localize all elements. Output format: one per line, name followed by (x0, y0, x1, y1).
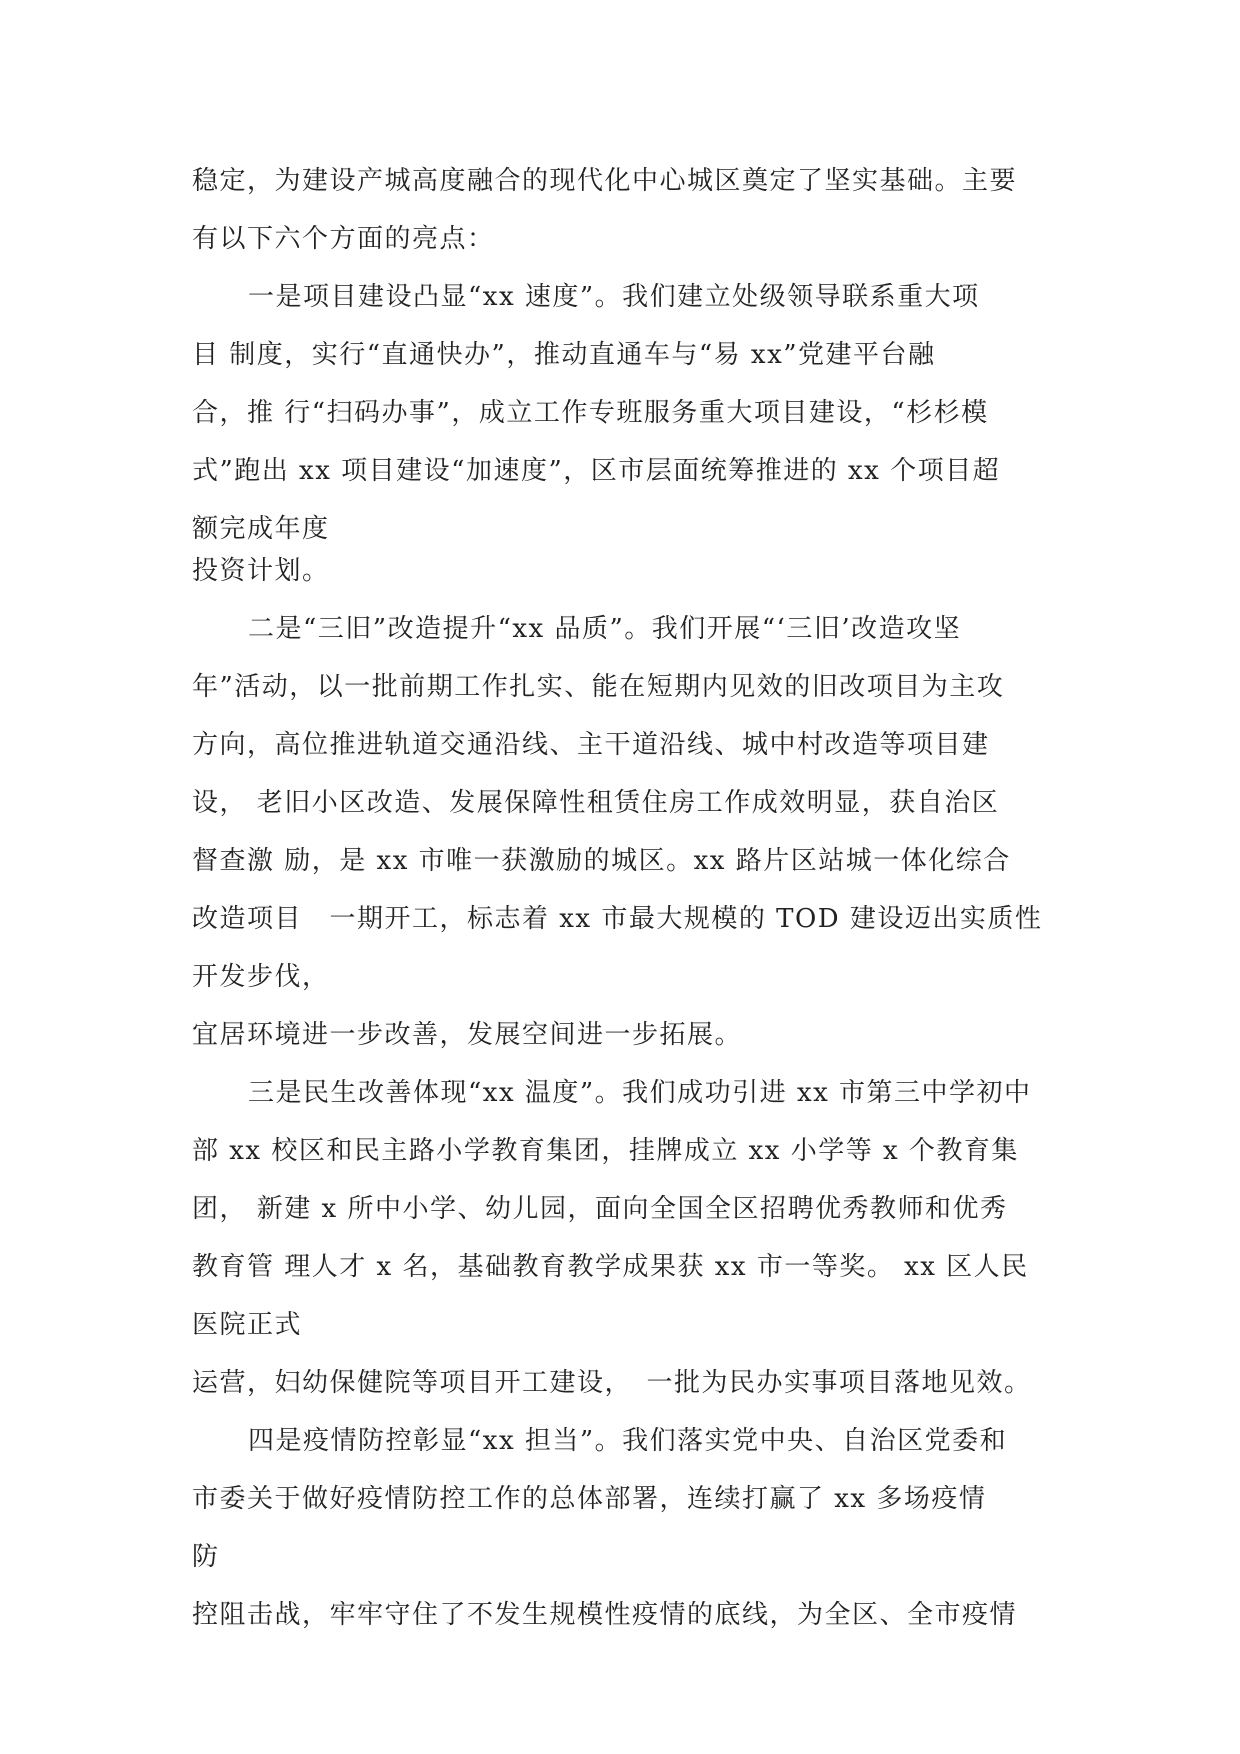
paragraph-first-line: 四是疫情防控彰显“xx 担当”。我们落实党中央、自治区党委和 (248, 1426, 1008, 1456)
text-line: 投资计划。 (192, 556, 330, 586)
text-line: 控阻击战，牢牢守住了不发生规模性疫情的底线，为全区、全市疫情 (192, 1600, 1018, 1630)
text-line: 年”活动，以一批前期工作扎实、能在短期内见效的旧改项目为主攻 (192, 672, 1005, 702)
paragraph-first-line: 三是民生改善体现“xx 温度”。我们成功引进 xx 市第三中学初中 (248, 1078, 1032, 1108)
text-line: 稳定，为建设产城高度融合的现代化中心城区奠定了坚实基础。主要 (192, 166, 1018, 196)
paragraph-first-line: 二是“三旧”改造提升“xx 品质”。我们开展“‘三旧’改造攻坚 (248, 614, 962, 644)
text-line: 医院正式 (192, 1310, 303, 1340)
text-line: 开发步伐， (192, 962, 330, 992)
text-line: 有以下六个方面的亮点： (192, 224, 495, 254)
text-line: 方向，高位推进轨道交通沿线、主干道沿线、城中村改造等项目建 (192, 730, 990, 760)
text-line: 设， 老旧小区改造、发展保障性租赁住房工作成效明显，获自治区 (192, 788, 1000, 818)
text-line: 目 制度，实行“直通快办”，推动直通车与“易 xx”党建平台融 (192, 340, 936, 370)
text-line: 合，推 行“扫码办事”，成立工作专班服务重大项目建设，“杉杉模 (192, 398, 989, 428)
text-line: 督查激 励，是 xx 市唯一获激励的城区。xx 路片区站城一体化综合 (192, 846, 1011, 876)
paragraph-first-line: 一是项目建设凸显“xx 速度”。我们建立处级领导联系重大项 (248, 282, 980, 312)
text-line: 运营，妇幼保健院等项目开工建设， 一批为民办实事项目落地见效。 (192, 1368, 1032, 1398)
text-line: 团， 新建 x 所中小学、幼儿园，面向全国全区招聘优秀教师和优秀 (192, 1194, 1008, 1224)
text-line: 市委关于做好疫情防控工作的总体部署，连续打赢了 xx 多场疫情 (192, 1484, 987, 1514)
text-line: 部 xx 校区和民主路小学教育集团，挂牌成立 xx 小学等 x 个教育集 (192, 1136, 1019, 1166)
text-line: 教育管 理人才 x 名，基础教育教学成果获 xx 市一等奖。 xx 区人民 (192, 1252, 1029, 1282)
text-line: 改造项目 一期开工，标志着 xx 市最大规模的 TOD 建设迈出实质性 (192, 904, 1043, 934)
text-line: 额完成年度 (192, 514, 330, 544)
text-line: 式”跑出 xx 项目建设“加速度”，区市层面统筹推进的 xx 个项目超 (192, 456, 1001, 486)
text-line: 防 (192, 1542, 220, 1572)
text-line: 宜居环境进一步改善，发展空间进一步拓展。 (192, 1020, 743, 1050)
